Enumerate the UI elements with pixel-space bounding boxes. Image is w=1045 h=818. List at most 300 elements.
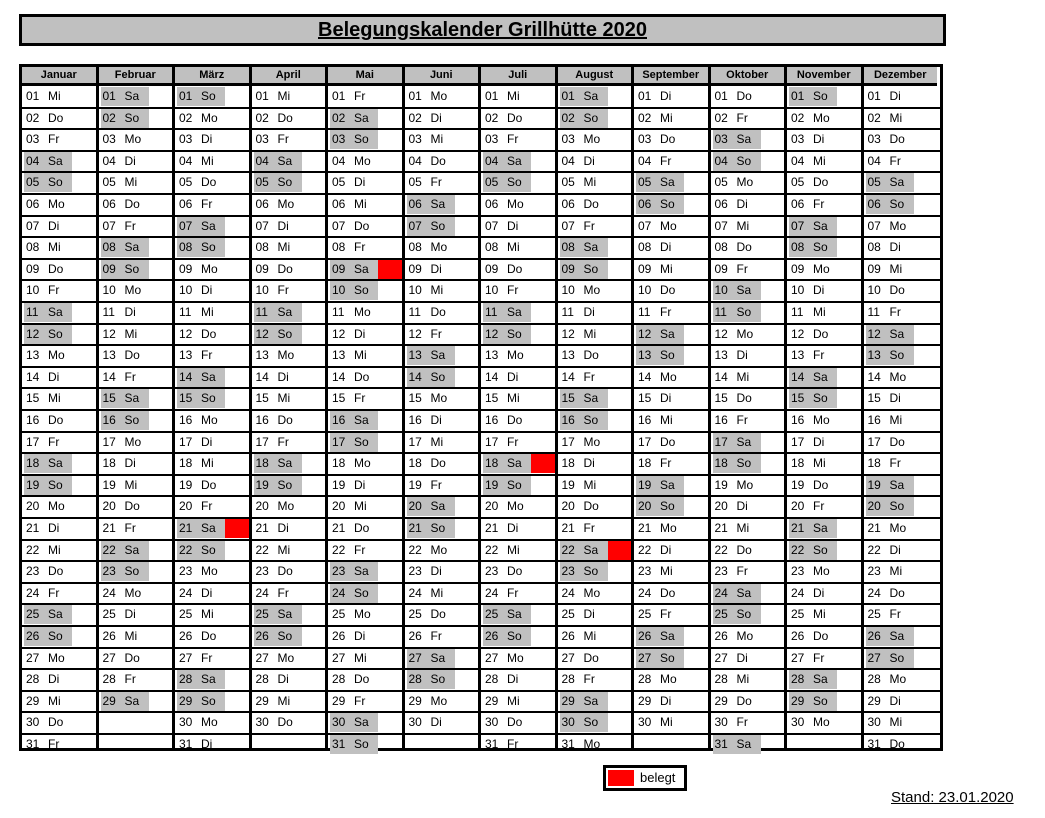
day-cell[interactable] xyxy=(483,152,531,171)
day-cell[interactable] xyxy=(713,411,761,430)
day-cell[interactable] xyxy=(101,130,149,149)
day-cell[interactable] xyxy=(636,173,684,192)
day-cell[interactable] xyxy=(254,303,302,322)
day-cell[interactable] xyxy=(560,195,608,214)
day-cell[interactable] xyxy=(330,649,378,668)
day-cell[interactable] xyxy=(177,735,225,754)
day-cell[interactable] xyxy=(177,584,225,603)
day-cell[interactable] xyxy=(866,346,914,365)
day-cell[interactable] xyxy=(636,389,684,408)
day-cell[interactable] xyxy=(636,325,684,344)
day-cell[interactable] xyxy=(789,713,837,732)
day-cell[interactable] xyxy=(254,281,302,300)
day-cell[interactable] xyxy=(789,497,837,516)
day-cell[interactable] xyxy=(24,87,72,106)
day-cell[interactable] xyxy=(713,87,761,106)
day-cell[interactable] xyxy=(713,541,761,560)
day-cell[interactable] xyxy=(177,605,225,624)
day-cell[interactable] xyxy=(789,692,837,711)
day-cell[interactable] xyxy=(713,433,761,452)
day-cell[interactable] xyxy=(24,519,72,538)
day-cell[interactable] xyxy=(560,670,608,689)
day-cell[interactable] xyxy=(101,260,149,279)
day-cell[interactable] xyxy=(24,346,72,365)
day-cell[interactable] xyxy=(254,346,302,365)
day-cell[interactable] xyxy=(330,735,378,754)
day-cell[interactable] xyxy=(24,303,72,322)
day-cell[interactable] xyxy=(713,152,761,171)
day-cell[interactable] xyxy=(483,346,531,365)
day-cell[interactable] xyxy=(330,173,378,192)
day-cell[interactable] xyxy=(713,217,761,236)
day-cell[interactable] xyxy=(24,109,72,128)
day-cell[interactable] xyxy=(254,217,302,236)
day-cell[interactable] xyxy=(789,627,837,646)
day-cell[interactable] xyxy=(101,152,149,171)
day-cell[interactable] xyxy=(713,389,761,408)
day-cell[interactable] xyxy=(789,173,837,192)
day-cell[interactable] xyxy=(254,411,302,430)
day-cell[interactable] xyxy=(483,173,531,192)
day-cell[interactable] xyxy=(789,605,837,624)
day-cell[interactable] xyxy=(101,303,149,322)
day-cell[interactable] xyxy=(177,670,225,689)
day-cell[interactable] xyxy=(330,152,378,171)
day-cell[interactable] xyxy=(483,713,531,732)
day-cell[interactable] xyxy=(636,87,684,106)
day-cell[interactable] xyxy=(330,605,378,624)
day-cell[interactable] xyxy=(407,195,455,214)
day-cell[interactable] xyxy=(254,260,302,279)
day-cell[interactable] xyxy=(254,195,302,214)
day-cell[interactable] xyxy=(789,584,837,603)
day-cell[interactable] xyxy=(560,584,608,603)
day-cell[interactable] xyxy=(407,217,455,236)
day-cell[interactable] xyxy=(101,368,149,387)
day-cell[interactable] xyxy=(866,476,914,495)
day-cell[interactable] xyxy=(636,519,684,538)
day-cell[interactable] xyxy=(483,627,531,646)
day-cell[interactable] xyxy=(330,368,378,387)
day-cell[interactable] xyxy=(407,497,455,516)
day-cell[interactable] xyxy=(866,433,914,452)
day-cell[interactable] xyxy=(24,692,72,711)
day-cell[interactable] xyxy=(24,217,72,236)
day-cell[interactable] xyxy=(101,605,149,624)
day-cell[interactable] xyxy=(560,713,608,732)
day-cell[interactable] xyxy=(101,217,149,236)
day-cell[interactable] xyxy=(24,433,72,452)
day-cell[interactable] xyxy=(407,584,455,603)
day-cell[interactable] xyxy=(866,692,914,711)
day-cell[interactable] xyxy=(483,389,531,408)
day-cell[interactable] xyxy=(483,670,531,689)
day-cell[interactable] xyxy=(330,476,378,495)
day-cell[interactable] xyxy=(866,130,914,149)
day-cell[interactable] xyxy=(713,497,761,516)
day-cell[interactable] xyxy=(560,389,608,408)
day-cell[interactable] xyxy=(254,454,302,473)
day-cell[interactable] xyxy=(560,368,608,387)
day-cell[interactable] xyxy=(254,173,302,192)
day-cell[interactable] xyxy=(713,346,761,365)
day-cell[interactable] xyxy=(560,152,608,171)
day-cell[interactable] xyxy=(24,735,72,754)
day-cell[interactable] xyxy=(407,454,455,473)
day-cell[interactable] xyxy=(636,411,684,430)
day-cell[interactable] xyxy=(560,303,608,322)
day-cell[interactable] xyxy=(483,541,531,560)
day-cell[interactable] xyxy=(789,649,837,668)
day-cell[interactable] xyxy=(24,713,72,732)
day-cell[interactable] xyxy=(101,325,149,344)
day-cell[interactable] xyxy=(177,433,225,452)
day-cell[interactable] xyxy=(177,476,225,495)
day-cell[interactable] xyxy=(483,368,531,387)
day-cell[interactable] xyxy=(483,649,531,668)
day-cell[interactable] xyxy=(101,281,149,300)
day-cell[interactable] xyxy=(101,476,149,495)
day-cell[interactable] xyxy=(483,454,531,473)
day-cell[interactable] xyxy=(713,476,761,495)
day-cell[interactable] xyxy=(24,238,72,257)
day-cell[interactable] xyxy=(407,476,455,495)
day-cell[interactable] xyxy=(636,649,684,668)
day-cell[interactable] xyxy=(177,152,225,171)
day-cell[interactable] xyxy=(254,368,302,387)
day-cell[interactable] xyxy=(254,325,302,344)
day-cell[interactable] xyxy=(713,627,761,646)
day-cell[interactable] xyxy=(254,87,302,106)
day-cell[interactable] xyxy=(254,541,302,560)
day-cell[interactable] xyxy=(330,670,378,689)
day-cell[interactable] xyxy=(101,173,149,192)
day-cell[interactable] xyxy=(24,173,72,192)
day-cell[interactable] xyxy=(101,519,149,538)
day-cell[interactable] xyxy=(789,411,837,430)
day-cell[interactable] xyxy=(713,454,761,473)
day-cell[interactable] xyxy=(330,109,378,128)
day-cell[interactable] xyxy=(330,195,378,214)
day-cell[interactable] xyxy=(483,476,531,495)
day-cell[interactable] xyxy=(560,497,608,516)
day-cell[interactable] xyxy=(789,433,837,452)
day-cell[interactable] xyxy=(483,109,531,128)
day-cell[interactable] xyxy=(866,454,914,473)
day-cell[interactable] xyxy=(636,152,684,171)
day-cell[interactable] xyxy=(560,476,608,495)
day-cell[interactable] xyxy=(177,519,225,538)
day-cell[interactable] xyxy=(866,173,914,192)
day-cell[interactable] xyxy=(407,562,455,581)
day-cell[interactable] xyxy=(713,562,761,581)
day-cell[interactable] xyxy=(483,605,531,624)
day-cell[interactable] xyxy=(483,411,531,430)
day-cell[interactable] xyxy=(330,541,378,560)
day-cell[interactable] xyxy=(789,109,837,128)
day-cell[interactable] xyxy=(560,649,608,668)
day-cell[interactable] xyxy=(636,130,684,149)
day-cell[interactable] xyxy=(330,497,378,516)
day-cell[interactable] xyxy=(866,605,914,624)
day-cell[interactable] xyxy=(254,713,302,732)
day-cell[interactable] xyxy=(560,173,608,192)
day-cell[interactable] xyxy=(560,281,608,300)
day-cell[interactable] xyxy=(24,562,72,581)
day-cell[interactable] xyxy=(483,735,531,754)
day-cell[interactable] xyxy=(177,109,225,128)
day-cell[interactable] xyxy=(101,87,149,106)
day-cell[interactable] xyxy=(866,389,914,408)
day-cell[interactable] xyxy=(789,368,837,387)
day-cell[interactable] xyxy=(636,627,684,646)
day-cell[interactable] xyxy=(560,325,608,344)
day-cell[interactable] xyxy=(789,346,837,365)
day-cell[interactable] xyxy=(254,389,302,408)
day-cell[interactable] xyxy=(713,735,761,754)
day-cell[interactable] xyxy=(254,497,302,516)
day-cell[interactable] xyxy=(713,260,761,279)
day-cell[interactable] xyxy=(24,195,72,214)
day-cell[interactable] xyxy=(254,627,302,646)
day-cell[interactable] xyxy=(254,649,302,668)
day-cell[interactable] xyxy=(24,325,72,344)
day-cell[interactable] xyxy=(254,433,302,452)
day-cell[interactable] xyxy=(407,433,455,452)
day-cell[interactable] xyxy=(483,433,531,452)
day-cell[interactable] xyxy=(560,130,608,149)
day-cell[interactable] xyxy=(177,411,225,430)
day-cell[interactable] xyxy=(789,476,837,495)
day-cell[interactable] xyxy=(560,541,608,560)
day-cell[interactable] xyxy=(789,541,837,560)
day-cell[interactable] xyxy=(177,368,225,387)
day-cell[interactable] xyxy=(866,281,914,300)
day-cell[interactable] xyxy=(560,605,608,624)
day-cell[interactable] xyxy=(177,195,225,214)
day-cell[interactable] xyxy=(330,692,378,711)
day-cell[interactable] xyxy=(407,605,455,624)
day-cell[interactable] xyxy=(636,476,684,495)
day-cell[interactable] xyxy=(713,713,761,732)
day-cell[interactable] xyxy=(177,649,225,668)
day-cell[interactable] xyxy=(407,346,455,365)
day-cell[interactable] xyxy=(713,519,761,538)
day-cell[interactable] xyxy=(713,281,761,300)
day-cell[interactable] xyxy=(866,713,914,732)
day-cell[interactable] xyxy=(330,411,378,430)
day-cell[interactable] xyxy=(560,519,608,538)
day-cell[interactable] xyxy=(636,238,684,257)
day-cell[interactable] xyxy=(177,692,225,711)
day-cell[interactable] xyxy=(636,454,684,473)
day-cell[interactable] xyxy=(789,281,837,300)
day-cell[interactable] xyxy=(254,130,302,149)
day-cell[interactable] xyxy=(407,519,455,538)
day-cell[interactable] xyxy=(713,238,761,257)
day-cell[interactable] xyxy=(483,87,531,106)
day-cell[interactable] xyxy=(254,692,302,711)
day-cell[interactable] xyxy=(407,238,455,257)
day-cell[interactable] xyxy=(407,303,455,322)
day-cell[interactable] xyxy=(789,303,837,322)
day-cell[interactable] xyxy=(560,87,608,106)
day-cell[interactable] xyxy=(636,260,684,279)
day-cell[interactable] xyxy=(483,217,531,236)
day-cell[interactable] xyxy=(330,584,378,603)
day-cell[interactable] xyxy=(636,281,684,300)
day-cell[interactable] xyxy=(24,605,72,624)
day-cell[interactable] xyxy=(636,109,684,128)
day-cell[interactable] xyxy=(407,109,455,128)
day-cell[interactable] xyxy=(560,627,608,646)
day-cell[interactable] xyxy=(866,325,914,344)
day-cell[interactable] xyxy=(24,281,72,300)
day-cell[interactable] xyxy=(866,152,914,171)
day-cell[interactable] xyxy=(330,389,378,408)
day-cell[interactable] xyxy=(789,389,837,408)
day-cell[interactable] xyxy=(636,497,684,516)
day-cell[interactable] xyxy=(101,454,149,473)
day-cell[interactable] xyxy=(789,238,837,257)
day-cell[interactable] xyxy=(177,238,225,257)
day-cell[interactable] xyxy=(254,238,302,257)
day-cell[interactable] xyxy=(560,692,608,711)
day-cell[interactable] xyxy=(866,627,914,646)
day-cell[interactable] xyxy=(636,562,684,581)
day-cell[interactable] xyxy=(101,433,149,452)
day-cell[interactable] xyxy=(24,476,72,495)
day-cell[interactable] xyxy=(177,627,225,646)
day-cell[interactable] xyxy=(101,109,149,128)
day-cell[interactable] xyxy=(330,454,378,473)
day-cell[interactable] xyxy=(560,109,608,128)
day-cell[interactable] xyxy=(789,87,837,106)
day-cell[interactable] xyxy=(24,497,72,516)
day-cell[interactable] xyxy=(713,605,761,624)
day-cell[interactable] xyxy=(560,260,608,279)
day-cell[interactable] xyxy=(713,109,761,128)
day-cell[interactable] xyxy=(330,303,378,322)
day-cell[interactable] xyxy=(254,605,302,624)
day-cell[interactable] xyxy=(866,541,914,560)
day-cell[interactable] xyxy=(866,649,914,668)
day-cell[interactable] xyxy=(407,87,455,106)
day-cell[interactable] xyxy=(560,433,608,452)
day-cell[interactable] xyxy=(330,627,378,646)
day-cell[interactable] xyxy=(407,713,455,732)
day-cell[interactable] xyxy=(789,519,837,538)
day-cell[interactable] xyxy=(330,238,378,257)
day-cell[interactable] xyxy=(330,519,378,538)
day-cell[interactable] xyxy=(789,217,837,236)
day-cell[interactable] xyxy=(789,130,837,149)
day-cell[interactable] xyxy=(24,454,72,473)
day-cell[interactable] xyxy=(713,649,761,668)
day-cell[interactable] xyxy=(636,195,684,214)
day-cell[interactable] xyxy=(254,152,302,171)
day-cell[interactable] xyxy=(177,497,225,516)
day-cell[interactable] xyxy=(560,346,608,365)
day-cell[interactable] xyxy=(24,584,72,603)
day-cell[interactable] xyxy=(177,454,225,473)
day-cell[interactable] xyxy=(254,584,302,603)
day-cell[interactable] xyxy=(407,670,455,689)
day-cell[interactable] xyxy=(407,541,455,560)
day-cell[interactable] xyxy=(483,281,531,300)
day-cell[interactable] xyxy=(407,152,455,171)
day-cell[interactable] xyxy=(789,195,837,214)
day-cell[interactable] xyxy=(483,692,531,711)
day-cell[interactable] xyxy=(866,497,914,516)
day-cell[interactable] xyxy=(24,260,72,279)
day-cell[interactable] xyxy=(24,627,72,646)
day-cell[interactable] xyxy=(407,389,455,408)
day-cell[interactable] xyxy=(713,195,761,214)
day-cell[interactable] xyxy=(330,217,378,236)
day-cell[interactable] xyxy=(330,281,378,300)
day-cell[interactable] xyxy=(866,519,914,538)
day-cell[interactable] xyxy=(254,519,302,538)
day-cell[interactable] xyxy=(866,87,914,106)
day-cell[interactable] xyxy=(101,627,149,646)
day-cell[interactable] xyxy=(789,454,837,473)
day-cell[interactable] xyxy=(407,281,455,300)
day-cell[interactable] xyxy=(713,584,761,603)
day-cell[interactable] xyxy=(713,303,761,322)
day-cell[interactable] xyxy=(254,670,302,689)
day-cell[interactable] xyxy=(789,260,837,279)
day-cell[interactable] xyxy=(407,627,455,646)
day-cell[interactable] xyxy=(713,325,761,344)
day-cell[interactable] xyxy=(483,303,531,322)
day-cell[interactable] xyxy=(254,109,302,128)
day-cell[interactable] xyxy=(101,649,149,668)
day-cell[interactable] xyxy=(24,368,72,387)
day-cell[interactable] xyxy=(407,325,455,344)
day-cell[interactable] xyxy=(177,325,225,344)
day-cell[interactable] xyxy=(177,303,225,322)
day-cell[interactable] xyxy=(101,692,149,711)
day-cell[interactable] xyxy=(866,238,914,257)
day-cell[interactable] xyxy=(407,260,455,279)
day-cell[interactable] xyxy=(636,368,684,387)
day-cell[interactable] xyxy=(713,670,761,689)
day-cell[interactable] xyxy=(407,368,455,387)
day-cell[interactable] xyxy=(177,173,225,192)
day-cell[interactable] xyxy=(866,562,914,581)
day-cell[interactable] xyxy=(636,433,684,452)
day-cell[interactable] xyxy=(560,562,608,581)
day-cell[interactable] xyxy=(330,346,378,365)
day-cell[interactable] xyxy=(483,519,531,538)
day-cell[interactable] xyxy=(101,497,149,516)
day-cell[interactable] xyxy=(713,368,761,387)
day-cell[interactable] xyxy=(866,195,914,214)
day-cell[interactable] xyxy=(24,130,72,149)
day-cell[interactable] xyxy=(483,260,531,279)
day-cell[interactable] xyxy=(24,411,72,430)
day-cell[interactable] xyxy=(101,238,149,257)
day-cell[interactable] xyxy=(866,368,914,387)
day-cell[interactable] xyxy=(101,195,149,214)
day-cell[interactable] xyxy=(866,303,914,322)
day-cell[interactable] xyxy=(483,584,531,603)
day-cell[interactable] xyxy=(483,497,531,516)
day-cell[interactable] xyxy=(24,649,72,668)
day-cell[interactable] xyxy=(713,692,761,711)
day-cell[interactable] xyxy=(330,260,378,279)
